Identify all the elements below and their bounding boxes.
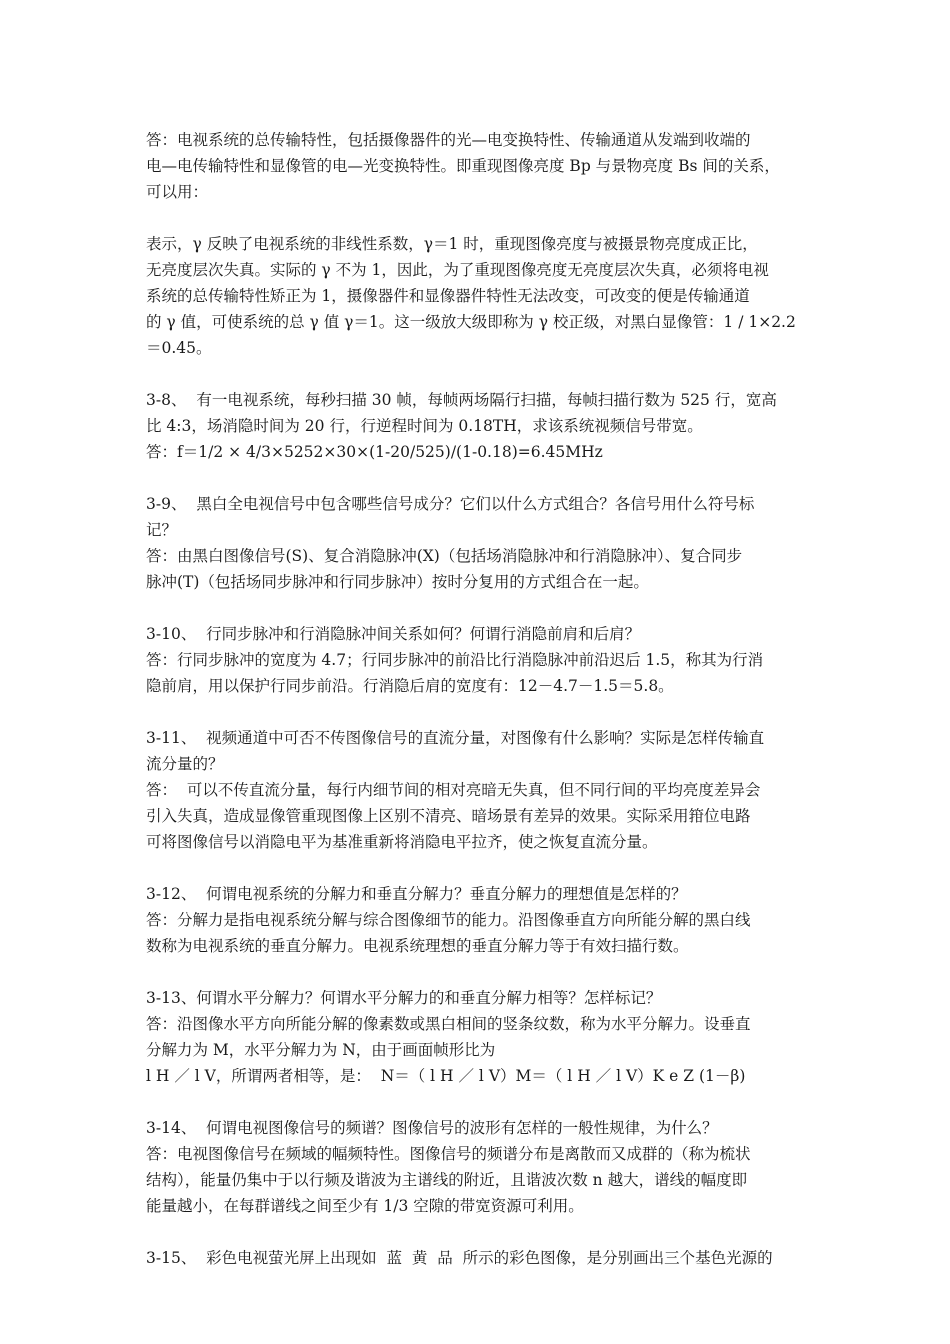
text-line: 答： 可以不传直流分量，每行内细节间的相对亮暗无失真，但不同行间的平均亮度差异会: [146, 781, 761, 799]
text-line: 3-12、 何谓电视系统的分解力和垂直分解力？垂直分解力的理想值是怎样的？: [146, 885, 687, 903]
text-line: 隐前肩，用以保护行同步前沿。行消隐后肩的宽度有：12－4.7－1.5＝5.8。: [146, 677, 674, 695]
paragraph-gap: [146, 959, 818, 985]
paragraph-answer-3-7-cont: [146, 231, 818, 361]
text-line: 分解力为 M，水平分解力为 N，由于画面帧形比为: [146, 1041, 496, 1059]
paragraph-question-3-8: [146, 387, 818, 465]
text-line: 3-8、 有一电视系统，每秒扫描 30 帧，每帧两场隔行扫描，每帧扫描行数为 525 行，宽高: [146, 391, 777, 409]
paragraph-question-3-9: [146, 491, 818, 595]
text-line: 可以用：: [146, 183, 209, 201]
paragraph-gap: [146, 205, 818, 231]
paragraph-question-3-13: [146, 985, 818, 1089]
text-line: 表示，γ 反映了电视系统的非线性系数，γ＝1 时，重现图像亮度与被摄景物亮度成正比，: [146, 235, 758, 253]
paragraph-gap: [146, 1219, 818, 1245]
paragraph-gap: [146, 1089, 818, 1115]
paragraph-gap: [146, 699, 818, 725]
text-line: 3-10、 行同步脉冲和行消隐脉冲间关系如何？何谓行消隐前肩和后肩？: [146, 625, 641, 643]
paragraph-question-3-11: [146, 725, 818, 855]
text-line: 答：行同步脉冲的宽度为 4.7；行同步脉冲的前沿比行消隐脉冲前沿迟后 1.5，称其为行消: [146, 651, 764, 669]
text-line: 记？: [146, 521, 178, 539]
text-line: 答：沿图像水平方向所能分解的像素数或黑白相间的竖条纹数，称为水平分解力。设垂直: [146, 1015, 751, 1033]
paragraph-question-3-14: [146, 1115, 818, 1219]
text-line: 答：f＝1/2 × 4/3×5252×30×(1-20/525)/(1-0.18)=6.45MHz: [146, 443, 603, 461]
text-line: 系统的总传输特性矫正为 1，摄像器件和显像器件特性无法改变，可改变的便是传输通道: [146, 287, 750, 305]
paragraph-gap: [146, 595, 818, 621]
text-line: 3-13、何谓水平分解力？何谓水平分解力的和垂直分解力相等？怎样标记？: [146, 989, 662, 1007]
text-line: 结构），能量仍集中于以行频及谐波为主谱线的附近，且谐波次数 n 越大，谱线的幅度即: [146, 1171, 748, 1189]
text-line: 3-9、 黑白全电视信号中包含哪些信号成分？它们以什么方式组合？各信号用什么符号标: [146, 495, 755, 513]
paragraph-question-3-10: [146, 621, 818, 699]
text-line: 的 γ 值，可使系统的总 γ 值 γ＝1。这一级放大级即称为 γ 校正级，对黑白显像管：1 / 1×2.2: [146, 313, 796, 331]
text-line: 流分量的？: [146, 755, 224, 773]
paragraph-answer-3-7: [146, 127, 818, 205]
text-line: 答：由黑白图像信号(S)、复合消隐脉冲(X)（包括场消隐脉冲和行消隐脉冲）、复合同步: [146, 547, 743, 565]
text-line: 能量越小，在每群谱线之间至少有 1/3 空隙的带宽资源可利用。: [146, 1197, 584, 1215]
text-line: 引入失真，造成显像管重现图像上区别不清亮、暗场景有差异的效果。实际采用箝位电路: [146, 807, 751, 825]
text-line: 无亮度层次失真。实际的 γ 不为 1，因此，为了重现图像亮度无亮度层次失真，必须将电视: [146, 261, 769, 279]
text-line: 3-15、 彩色电视萤光屏上出现如 蓝 黄 品 所示的彩色图像，是分别画出三个基色光源的: [146, 1249, 773, 1267]
text-line: 数称为电视系统的垂直分解力。电视系统理想的垂直分解力等于有效扫描行数。: [146, 937, 689, 955]
text-line: 比 4:3，场消隐时间为 20 行，行逆程时间为 0.18TH，求该系统视频信号带宽。: [146, 417, 703, 435]
text-line: 答：分解力是指电视系统分解与综合图像细节的能力。沿图像垂直方向所能分解的黑白线: [146, 911, 751, 929]
text-line: 脉冲(T)（包括场同步脉冲和行同步脉冲）按时分复用的方式组合在一起。: [146, 573, 649, 591]
text-line: 答：电视系统的总传输特性，包括摄像器件的光—电变换特性、传输通道从发端到收端的: [146, 131, 751, 149]
paragraph-gap: [146, 465, 818, 491]
text-line: ＝0.45。: [146, 339, 212, 357]
paragraph-gap: [146, 361, 818, 387]
text-line: 电—电传输特性和显像管的电—光变换特性。即重现图像亮度 Bp 与景物亮度 Bs 间的关系，: [146, 157, 780, 175]
text-line: l H ／ l V，所谓两者相等，是： N＝（ l H ／ l V）M＝（ l H ／ l V）K e Z (1－β): [146, 1067, 746, 1085]
paragraph-gap: [146, 855, 818, 881]
text-line: 3-14、 何谓电视图像信号的频谱？图像信号的波形有怎样的一般性规律，为什么？: [146, 1119, 718, 1137]
text-line: 可将图像信号以消隐电平为基准重新将消隐电平拉齐，使之恢复直流分量。: [146, 833, 658, 851]
text-line: 3-11、 视频通道中可否不传图像信号的直流分量，对图像有什么影响？实际是怎样传输直: [146, 729, 765, 747]
document-body: [146, 127, 818, 1271]
text-line: 答：电视图像信号在频域的幅频特性。图像信号的频谱分布是离散而又成群的（称为梳状: [146, 1145, 751, 1163]
paragraph-question-3-12: [146, 881, 818, 959]
paragraph-question-3-15: [146, 1245, 818, 1271]
